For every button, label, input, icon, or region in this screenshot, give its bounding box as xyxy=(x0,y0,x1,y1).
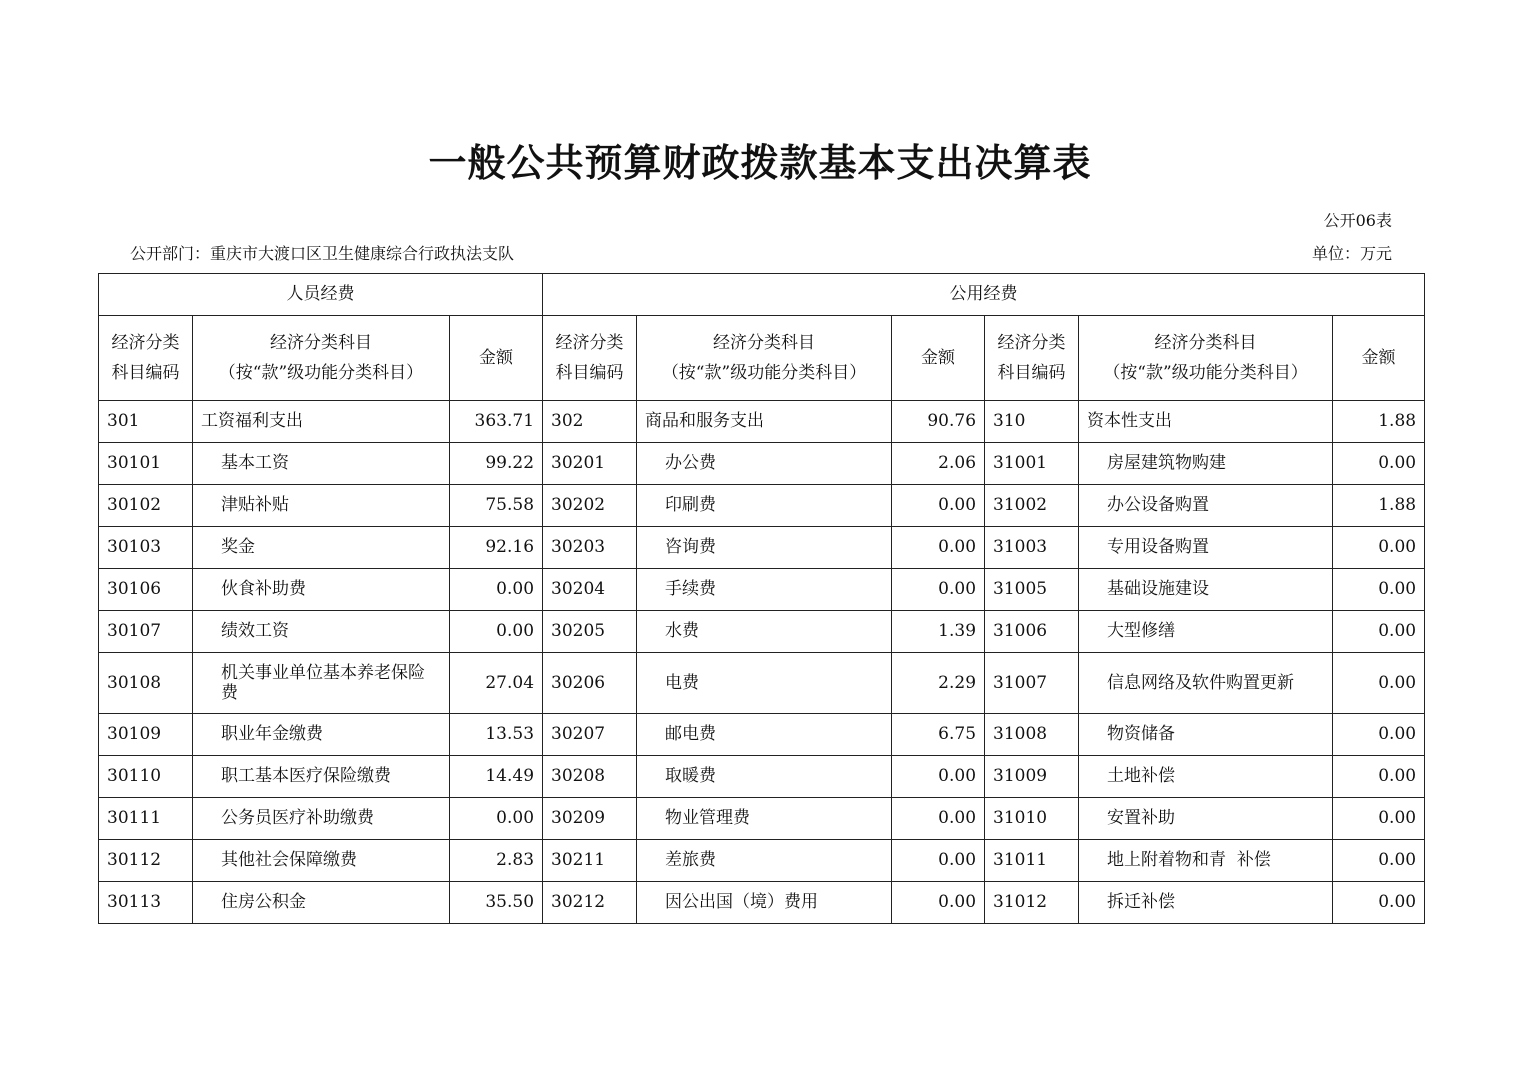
amount-cell: 35.50 xyxy=(450,882,543,924)
column-header-row xyxy=(99,316,1425,401)
amount-cell: 0.00 xyxy=(450,798,543,840)
code-cell: 30102 xyxy=(99,485,193,527)
group-personnel: 人员经费 xyxy=(99,274,543,316)
item-cell: 印刷费 xyxy=(637,485,892,527)
group-header-row xyxy=(99,274,1425,316)
header-amount: 金额 xyxy=(892,316,985,401)
item-cell: 土地补偿 xyxy=(1079,756,1333,798)
code-cell: 31003 xyxy=(985,527,1079,569)
amount-cell: 6.75 xyxy=(892,714,985,756)
code-cell: 30101 xyxy=(99,443,193,485)
amount-cell: 0.00 xyxy=(892,485,985,527)
code-cell: 30110 xyxy=(99,756,193,798)
table-row xyxy=(99,756,1425,798)
code-cell: 31007 xyxy=(985,653,1079,714)
item-cell: 水费 xyxy=(637,611,892,653)
amount-cell: 0.00 xyxy=(1333,714,1425,756)
item-cell: 差旅费 xyxy=(637,840,892,882)
amount-cell: 0.00 xyxy=(1333,527,1425,569)
amount-cell: 90.76 xyxy=(892,401,985,443)
amount-cell: 0.00 xyxy=(1333,882,1425,924)
amount-cell: 0.00 xyxy=(1333,653,1425,714)
amount-cell: 2.06 xyxy=(892,443,985,485)
unit-label: 单位：万元 xyxy=(1311,244,1392,263)
code-cell: 31011 xyxy=(985,840,1079,882)
header-item-line1: 经济分类科目 xyxy=(1154,333,1257,353)
header-code xyxy=(543,316,637,401)
header-amount: 金额 xyxy=(1333,316,1425,401)
table-row xyxy=(99,527,1425,569)
item-cell: 公务员医疗补助缴费 xyxy=(193,798,450,840)
header-code-line2: 科目编码 xyxy=(555,363,624,383)
table-row xyxy=(99,611,1425,653)
item-cell: 津贴补贴 xyxy=(193,485,450,527)
code-cell: 30206 xyxy=(543,653,637,714)
code-cell: 30108 xyxy=(99,653,193,714)
code-cell: 30203 xyxy=(543,527,637,569)
item-cell: 工资福利支出 xyxy=(193,401,450,443)
amount-cell: 2.83 xyxy=(450,840,543,882)
item-cell: 物业管理费 xyxy=(637,798,892,840)
amount-cell: 0.00 xyxy=(1333,798,1425,840)
table-row xyxy=(99,485,1425,527)
header-item-line2: （按“款”级功能分类科目） xyxy=(661,363,867,383)
table-row xyxy=(99,443,1425,485)
code-cell: 31008 xyxy=(985,714,1079,756)
header-code-line2: 科目编码 xyxy=(111,363,180,383)
table-row xyxy=(99,714,1425,756)
header-amount: 金额 xyxy=(450,316,543,401)
table-row xyxy=(99,882,1425,924)
header-item-line1: 经济分类科目 xyxy=(713,333,816,353)
item-cell: 地上附着物和青 补偿 xyxy=(1079,840,1333,882)
amount-cell: 1.88 xyxy=(1333,401,1425,443)
code-cell: 30201 xyxy=(543,443,637,485)
amount-cell: 1.88 xyxy=(1333,485,1425,527)
item-cell: 奖金 xyxy=(193,527,450,569)
amount-cell: 0.00 xyxy=(892,798,985,840)
header-item-line2: （按“款”级功能分类科目） xyxy=(218,363,424,383)
table-row xyxy=(99,401,1425,443)
item-cell: 专用设备购置 xyxy=(1079,527,1333,569)
code-cell: 31001 xyxy=(985,443,1079,485)
amount-cell: 0.00 xyxy=(892,527,985,569)
code-cell: 30113 xyxy=(99,882,193,924)
header-code-line2: 科目编码 xyxy=(997,363,1066,383)
item-cell: 拆迁补偿 xyxy=(1079,882,1333,924)
amount-cell: 0.00 xyxy=(450,611,543,653)
code-cell: 31010 xyxy=(985,798,1079,840)
item-cell: 住房公积金 xyxy=(193,882,450,924)
code-cell: 31005 xyxy=(985,569,1079,611)
amount-cell: 0.00 xyxy=(450,569,543,611)
code-cell: 310 xyxy=(985,401,1079,443)
item-cell: 基础设施建设 xyxy=(1079,569,1333,611)
amount-cell: 92.16 xyxy=(450,527,543,569)
header-item-line1: 经济分类科目 xyxy=(270,333,372,353)
amount-cell: 0.00 xyxy=(892,840,985,882)
item-cell: 其他社会保障缴费 xyxy=(193,840,450,882)
amount-cell: 0.00 xyxy=(892,882,985,924)
item-cell: 物资储备 xyxy=(1079,714,1333,756)
item-cell: 手续费 xyxy=(637,569,892,611)
table-row xyxy=(99,798,1425,840)
code-cell: 31009 xyxy=(985,756,1079,798)
item-cell: 基本工资 xyxy=(193,443,450,485)
item-cell: 机关事业单位基本养老保险费 xyxy=(193,653,450,714)
amount-cell: 99.22 xyxy=(450,443,543,485)
expenditure-table xyxy=(98,273,1425,924)
item-cell: 安置补助 xyxy=(1079,798,1333,840)
header-code xyxy=(99,316,193,401)
amount-cell: 1.39 xyxy=(892,611,985,653)
code-cell: 30204 xyxy=(543,569,637,611)
code-cell: 30211 xyxy=(543,840,637,882)
amount-cell: 0.00 xyxy=(1333,611,1425,653)
code-cell: 30207 xyxy=(543,714,637,756)
item-cell: 大型修缮 xyxy=(1079,611,1333,653)
item-cell: 资本性支出 xyxy=(1079,401,1333,443)
code-cell: 31012 xyxy=(985,882,1079,924)
code-cell: 31002 xyxy=(985,485,1079,527)
item-cell: 咨询费 xyxy=(637,527,892,569)
code-cell: 30106 xyxy=(99,569,193,611)
table-row xyxy=(99,653,1425,714)
code-cell: 30208 xyxy=(543,756,637,798)
item-cell: 因公出国（境）费用 xyxy=(637,882,892,924)
amount-cell: 0.00 xyxy=(1333,443,1425,485)
item-cell: 伙食补助费 xyxy=(193,569,450,611)
amount-cell: 14.49 xyxy=(450,756,543,798)
amount-cell: 0.00 xyxy=(1333,569,1425,611)
table-row xyxy=(99,569,1425,611)
header-code-line1: 经济分类 xyxy=(555,333,624,353)
form-number: 公开06表 xyxy=(1323,211,1392,230)
code-cell: 30212 xyxy=(543,882,637,924)
item-cell: 信息网络及软件购置更新 xyxy=(1079,653,1333,714)
department-label: 公开部门：重庆市大渡口区卫生健康综合行政执法支队 xyxy=(130,244,515,263)
item-cell: 邮电费 xyxy=(637,714,892,756)
amount-cell: 0.00 xyxy=(892,569,985,611)
header-item xyxy=(637,316,892,401)
header-item-line2: （按“款”级功能分类科目） xyxy=(1103,363,1308,383)
amount-cell: 0.00 xyxy=(1333,840,1425,882)
amount-cell: 75.58 xyxy=(450,485,543,527)
header-code xyxy=(985,316,1079,401)
item-cell: 办公设备购置 xyxy=(1079,485,1333,527)
amount-cell: 13.53 xyxy=(450,714,543,756)
item-cell: 职工基本医疗保险缴费 xyxy=(193,756,450,798)
amount-cell: 2.29 xyxy=(892,653,985,714)
header-code-line1: 经济分类 xyxy=(111,333,180,353)
item-cell: 商品和服务支出 xyxy=(637,401,892,443)
group-public: 公用经费 xyxy=(543,274,1425,316)
code-cell: 30112 xyxy=(99,840,193,882)
amount-cell: 363.71 xyxy=(450,401,543,443)
page-title: 一般公共预算财政拨款基本支出决算表 xyxy=(428,141,1092,185)
code-cell: 30109 xyxy=(99,714,193,756)
item-cell: 房屋建筑物购建 xyxy=(1079,443,1333,485)
header-code-line1: 经济分类 xyxy=(997,333,1066,353)
code-cell: 30209 xyxy=(543,798,637,840)
header-item xyxy=(193,316,450,401)
table-row xyxy=(99,840,1425,882)
code-cell: 30202 xyxy=(543,485,637,527)
header-item xyxy=(1079,316,1333,401)
amount-cell: 0.00 xyxy=(1333,756,1425,798)
item-cell: 办公费 xyxy=(637,443,892,485)
amount-cell: 0.00 xyxy=(892,756,985,798)
item-cell: 职业年金缴费 xyxy=(193,714,450,756)
code-cell: 31006 xyxy=(985,611,1079,653)
code-cell: 30103 xyxy=(99,527,193,569)
code-cell: 30107 xyxy=(99,611,193,653)
amount-cell: 27.04 xyxy=(450,653,543,714)
code-cell: 302 xyxy=(543,401,637,443)
code-cell: 301 xyxy=(99,401,193,443)
code-cell: 30205 xyxy=(543,611,637,653)
code-cell: 30111 xyxy=(99,798,193,840)
item-cell: 取暖费 xyxy=(637,756,892,798)
item-cell: 电费 xyxy=(637,653,892,714)
item-cell: 绩效工资 xyxy=(193,611,450,653)
